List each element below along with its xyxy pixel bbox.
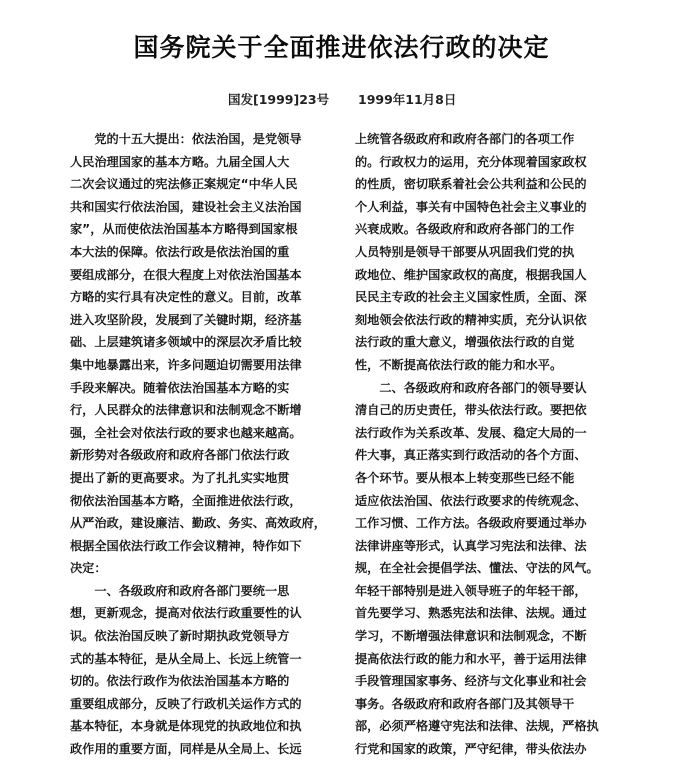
text-line: 提高依法行政的能力和水平，善于运用法律 (355, 651, 587, 666)
text-line: 各个环节。要从根本上转变那些已经不能 (355, 470, 575, 485)
text-line: 二、各级政府和政府各部门的领导要认 (355, 380, 587, 395)
text-line: 适应依法治国、依法行政要求的传统观念、 (355, 493, 587, 508)
text-line: 的。行政权力的运用，充分体现着国家政权 (355, 154, 587, 169)
text-line: 本大法的保障。依法行政是依法治国的重 (70, 244, 290, 259)
text-line: 法行政作为关系改革、发展、稳定大局的一 (355, 425, 587, 440)
text-line: 重要组成部分，反映了行政机关运作方式的 (70, 696, 302, 711)
text-line: 刻地领会依法行政的精神实质，充分认识依 (355, 312, 587, 327)
text-line: 人民治理国家的基本方略。九届全国人大 (70, 154, 290, 169)
text-line: 个人利益，事关有中国特色社会主义事业的 (355, 199, 587, 214)
text-line: 兴衰成败。各级政府和政府各部门的工作 (355, 222, 575, 237)
text-line: 强，全社会对依法行政的要求也越来越高。 (70, 425, 302, 440)
text-line: 共和国实行依法治国，建设社会主义法治国 (70, 199, 302, 214)
text-line: 手段来解决。随着依法治国基本方略的实 (70, 380, 290, 395)
text-line: 法行政的重大意义，增强依法行政的自觉 (355, 335, 575, 350)
text-line: 想，更新观念，提高对依法行政重要性的认 (70, 606, 302, 621)
text-line: 工作习惯、工作方法。各级政府要通过举办 (355, 516, 587, 531)
text-line: 首先要学习、熟悉宪法和法律、法规。通过 (355, 606, 587, 621)
text-line: 的性质，密切联系着社会公共利益和公民的 (355, 177, 587, 192)
text-line: 上统管各级政府和政府各部门的各项工作 (355, 132, 575, 146)
text-line: 要组成部分，在很大程度上对依法治国基本 (70, 267, 302, 282)
text-line: 基本特征，本身就是体现党的执政地位和执 (70, 719, 302, 734)
text-line: 新形势对各级政府和政府各部门依法行政 (70, 448, 290, 463)
text-line: 行党和国家的政策，严守纪律，带头依法办 (355, 742, 587, 757)
document-title: 国务院关于全面推进依法行政的决定 (133, 33, 550, 62)
text-line: 切的。依法行政作为依法治国基本方略的 (70, 674, 290, 689)
document-date: 1999年11月8日 (358, 92, 457, 107)
document-number: 国发[1999]23号 (228, 92, 330, 107)
text-line: 政地位、维护国家政权的高度，根据我国人 (355, 267, 587, 282)
text-line: 根据全国依法行政工作会议精神，特作如下 (70, 538, 302, 553)
text-line: 式的基本特征，是从全局上、长远上统管一 (70, 651, 302, 666)
text-line: 二次会议通过的宪法修正案规定“中华人民 (70, 177, 298, 192)
text-line: 提出了新的更高要求。为了扎扎实实地贯 (70, 470, 290, 485)
text-line: 性，不断提高依法行政的能力和水平。 (355, 357, 563, 372)
text-line: 党的十五大提出：依法治国，是党领导 (70, 132, 302, 146)
text-line: 集中地暴露出来，许多问题迫切需要用法律 (70, 357, 302, 372)
text-line: 法律讲座等形式，认真学习宪法和法律、法 (355, 538, 587, 553)
text-line: 手段管理国家事务、经济与文化事业和社会 (355, 674, 587, 689)
right-text-column (355, 128, 620, 761)
text-line: 事务。各级政府和政府各部门及其领导干 (355, 696, 575, 711)
text-line: 部，必须严格遵守宪法和法律、法规，严格执 (355, 719, 599, 734)
text-line: 清自己的历史责任，带头依法行政。要把依 (355, 403, 587, 418)
text-line: 件大事，真正落实到行政活动的各个方面、 (355, 448, 587, 463)
left-text-column (70, 128, 332, 761)
text-line: 进入攻坚阶段，发展到了关键时期，经济基 (70, 312, 302, 327)
text-line: 方略的实行具有决定性的意义。目前，改革 (70, 290, 302, 305)
text-line: 识。依法治国反映了新时期执政党领导方 (70, 629, 290, 644)
text-line: 从严治政，建设廉洁、勤政、务实、高效政府， (70, 516, 326, 531)
text-line: 年轻干部特别是进入领导班子的年轻干部， (355, 583, 587, 598)
text-line: 决定： (70, 561, 107, 576)
text-line: 民民主专政的社会主义国家性质，全面、深 (355, 290, 587, 305)
text-line: 家”，从而使依法治国基本方略得到国家根 (70, 222, 298, 237)
text-line: 人员特别是领导干部要从巩固我们党的执 (355, 244, 575, 259)
text-line: 一、各级政府和政府各部门要统一思 (70, 583, 290, 598)
text-line: 政作用的重要方面，同样是从全局上、长远 (70, 742, 302, 757)
text-line: 规，在全社会提倡学法、懂法、守法的风气。 (355, 561, 599, 576)
text-line: 行，人民群众的法律意识和法制观念不断增 (70, 403, 302, 418)
text-line: 彻依法治国基本方略，全面推进依法行政， (70, 493, 302, 508)
text-line: 学习，不断增强法律意识和法制观念，不断 (355, 629, 587, 644)
text-line: 础、上层建筑诸多领域中的深层次矛盾比较 (70, 335, 302, 350)
